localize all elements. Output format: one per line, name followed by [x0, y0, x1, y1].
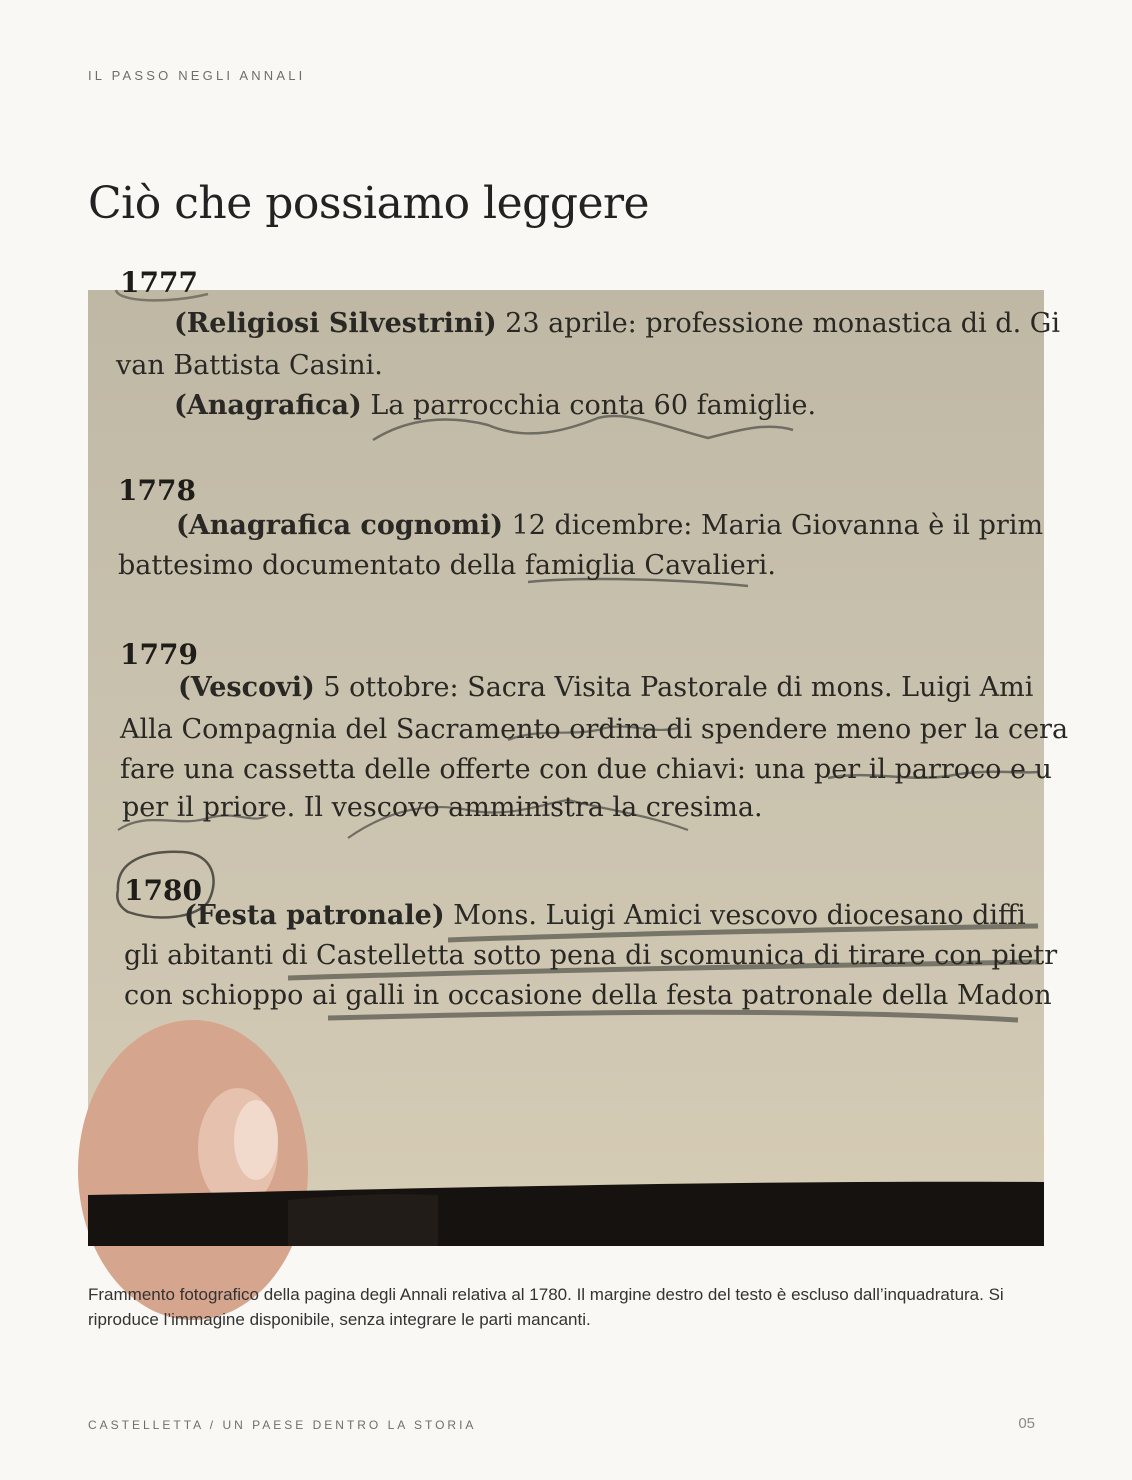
section-kicker: IL PASSO NEGLI ANNALI — [88, 68, 306, 83]
photo-year: 1778 — [118, 474, 196, 507]
entry-text: 12 dicembre: Maria Giovanna è il prim — [502, 510, 1044, 541]
entry-text: La parrocchia conta 60 famiglie. — [361, 390, 817, 421]
photo-line — [178, 672, 1033, 703]
entry-text: Mons. Luigi Amici vescovo diocesano diffi — [444, 900, 1026, 931]
photo-line — [174, 308, 1060, 339]
photo-line — [122, 792, 763, 823]
page-number: 05 — [1018, 1415, 1035, 1432]
entry-text: battesimo documentato della famiglia Cavalieri. — [118, 550, 776, 581]
entry-text: con schioppo ai galli in occasione della festa patronale della Madon — [124, 980, 1052, 1011]
entry-text: per il priore. Il vescovo amministra la cresima. — [122, 792, 763, 823]
entry-label: (Vescovi) — [178, 672, 315, 703]
photo-line — [120, 714, 1068, 745]
photo-line — [124, 980, 1052, 1011]
footer-running-title: CASTELLETTA / UN PAESE DENTRO LA STORIA — [88, 1418, 477, 1432]
entry-text: fare una cassetta delle offerte con due chiavi: una per il parroco e u — [120, 754, 1052, 785]
photo-year: 1779 — [120, 638, 198, 671]
photo-caption: Frammento fotografico della pagina degli Annali relativa al 1780. Il margine destro del testo è escluso dall’inquadratura. Si riproduce l’immagine disponibile, senza integrare le parti mancanti. — [88, 1285, 1004, 1329]
photo-line — [176, 510, 1043, 541]
photo-line — [120, 754, 1052, 785]
photo-line — [124, 940, 1057, 971]
entry-text: gli abitanti di Castelletta sotto pena di scomunica di tirare con pietr — [124, 940, 1058, 971]
photo-line — [184, 900, 1026, 931]
photo-year-partial: 1777 — [120, 266, 198, 299]
entry-label: (Festa patronale) — [184, 900, 445, 931]
entry-text: 23 aprile: professione monastica di d. Gi — [496, 308, 1060, 339]
photo-line — [116, 350, 383, 381]
entry-text: van Battista Casini. — [116, 350, 383, 381]
entry-label: (Religiosi Silvestrini) — [174, 308, 497, 339]
entry-label: (Anagrafica cognomi) — [176, 510, 503, 541]
entry-text: 5 ottobre: Sacra Visita Pastorale di mons. Luigi Ami — [314, 672, 1034, 703]
photo-line — [118, 550, 776, 581]
annali-photo — [88, 266, 1069, 1246]
page-title: Ciò che possiamo leggere — [88, 178, 650, 229]
entry-text: Alla Compagnia del Sacramento ordina di spendere meno per la cera — [120, 714, 1069, 745]
photo-year-circled: 1780 — [124, 874, 202, 907]
entry-label: (Anagrafica) — [174, 390, 362, 421]
photo-line — [174, 390, 816, 421]
